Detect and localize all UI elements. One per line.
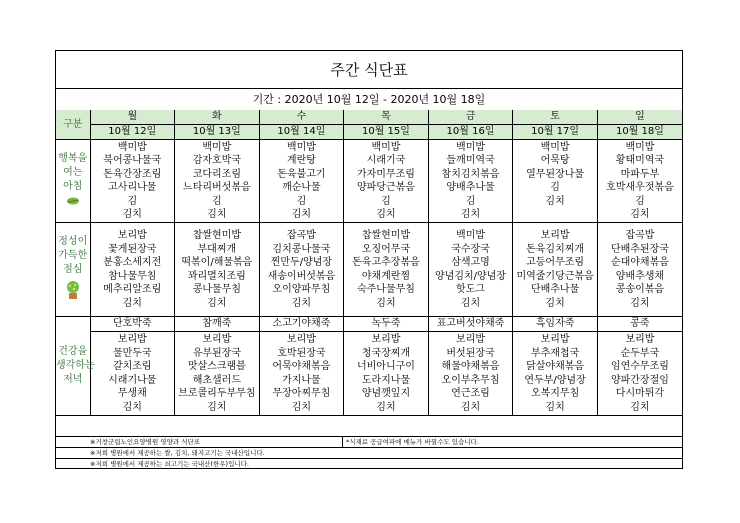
menu-item: 김치 xyxy=(291,297,312,309)
menu-item: 고사리나물 xyxy=(108,182,157,193)
date-header: 10월 12일 xyxy=(90,125,175,140)
menu-item: 백미밥 xyxy=(117,141,147,153)
menu-item: 해물야채볶음 xyxy=(441,361,500,372)
menu-item: 코다리조림 xyxy=(192,168,241,180)
menu-item: 김 xyxy=(635,195,645,207)
period-text: 기간 : 2020년 10월 12일 - 2020년 10월 18일 xyxy=(56,88,682,111)
potted-plant-icon xyxy=(65,280,81,300)
menu-item: 콩나물무침 xyxy=(192,284,241,295)
menu-item: 맛살스크램블 xyxy=(187,361,246,372)
meal-label-line: 생각하는 xyxy=(56,360,95,371)
menu-item: 들깨미역국 xyxy=(446,155,495,166)
menu-item: 김치 xyxy=(122,209,142,220)
date-header: 10월 15일 xyxy=(344,125,429,140)
menu-frame xyxy=(55,50,683,469)
menu-item: 보리밥 xyxy=(456,334,486,345)
note-text: *식재료 공급여파에 메뉴가 바뀔수도 있습니다. xyxy=(346,438,479,446)
menu-item: 콩송이볶음 xyxy=(615,284,665,295)
menu-item: 백미밥 xyxy=(371,141,401,153)
menu-item: 시래기나물 xyxy=(108,374,157,386)
meal-label-line: 가득한 xyxy=(58,249,88,261)
menu-item: 김치 xyxy=(630,297,650,309)
menu-item: 열무된장나물 xyxy=(526,168,585,180)
menu-item: 순두부국 xyxy=(620,347,660,359)
menu-item: 양배추나물 xyxy=(446,182,495,193)
menu-item: 김치 xyxy=(291,401,312,413)
meal-label-line: 저녁 xyxy=(63,374,83,385)
menu-item: 찹쌀현미밥 xyxy=(361,230,411,241)
menu-item: 가자미무조림 xyxy=(356,168,415,180)
menu-item: 깨순나물 xyxy=(282,182,321,193)
menu-item: 김치 xyxy=(460,401,481,413)
menu-item: 김 xyxy=(465,195,476,207)
porridge-cell: 콩죽 xyxy=(597,317,682,332)
menu-item: 도라지나물 xyxy=(361,374,411,386)
menu-item: 양념김치/양념장 xyxy=(435,270,507,282)
note-text: ※저희 병원에서 제공하는 쇠고기는 국내산(한우)입니다. xyxy=(90,460,249,468)
menu-item: 연두부/양념장 xyxy=(524,374,586,386)
date-header: 10월 14일 xyxy=(259,125,344,140)
menu-cell xyxy=(344,140,429,223)
menu-item: 김치 xyxy=(630,209,650,220)
menu-item: 오이부추무침 xyxy=(441,374,500,386)
menu-cell xyxy=(90,140,175,223)
menu-item: 양념깻잎지 xyxy=(361,388,411,399)
menu-item: 김치 xyxy=(376,209,396,220)
menu-item: 가지나물 xyxy=(282,374,321,386)
menu-item: 돈육고추장볶음 xyxy=(352,257,420,268)
date-header: 10월 17일 xyxy=(513,125,598,140)
meal-label-line: 아침 xyxy=(63,180,83,192)
menu-item: 잡곡밥 xyxy=(286,230,316,241)
menu-item: 김 xyxy=(212,195,222,207)
day-header: 수 xyxy=(259,110,344,125)
menu-item: 보리밥 xyxy=(117,334,147,345)
menu-item: 북어콩나물국 xyxy=(103,155,162,166)
menu-item: 김 xyxy=(381,195,391,207)
menu-item: 버섯된장국 xyxy=(446,347,495,359)
menu-item: 김치 xyxy=(122,297,142,309)
meal-label-line: 여는 xyxy=(63,166,83,178)
menu-item: 부추재첩국 xyxy=(530,347,580,359)
meal-label-line: 행복을 xyxy=(58,152,88,164)
menu-item: 분홍소세지전 xyxy=(103,257,162,268)
menu-item: 계란탕 xyxy=(286,155,316,166)
menu-cell xyxy=(428,332,513,416)
menu-item: 삼색고명 xyxy=(451,257,490,268)
menu-item: 임연수무조림 xyxy=(610,361,669,372)
menu-cell xyxy=(259,332,344,416)
menu-item: 참치김치볶음 xyxy=(441,168,500,180)
menu-item: 김치 xyxy=(545,297,565,309)
menu-item: 백미밥 xyxy=(456,230,486,241)
menu-item: 김 xyxy=(296,195,307,207)
menu-item: 백미밥 xyxy=(456,141,486,153)
menu-item: 김 xyxy=(550,182,560,193)
menu-item: 브로콜리두부무침 xyxy=(178,388,256,399)
menu-item: 오이양파무침 xyxy=(272,284,331,295)
menu-item: 돈육김치찌개 xyxy=(526,243,585,255)
menu-item: 감자호박국 xyxy=(192,155,241,166)
menu-item: 김치 xyxy=(545,195,565,207)
date-header: 10월 16일 xyxy=(428,125,513,140)
menu-cell xyxy=(259,223,344,317)
menu-item: 어묵야채볶음 xyxy=(272,361,331,372)
page-title: 주간 식단표 xyxy=(56,51,682,89)
menu-cell xyxy=(259,140,344,223)
menu-item: 핫도그 xyxy=(456,284,486,295)
menu-cell xyxy=(344,332,429,416)
menu-item: 연근조림 xyxy=(451,388,490,399)
porridge-cell: 표고버섯야채죽 xyxy=(428,317,513,332)
menu-item: 야채계란찜 xyxy=(361,270,411,282)
day-header: 일 xyxy=(597,110,682,125)
menu-item: 보리밥 xyxy=(540,230,570,241)
menu-item: 황태미역국 xyxy=(615,155,665,166)
menu-item: 호박새우젓볶음 xyxy=(606,182,674,193)
menu-item: 보리밥 xyxy=(540,334,570,345)
menu-item: 김치 xyxy=(207,209,227,220)
menu-item: 너비아니구이 xyxy=(356,361,415,372)
porridge-cell: 소고기야채죽 xyxy=(259,317,344,332)
menu-item: 단배추나물 xyxy=(530,284,580,295)
menu-item: 물만두국 xyxy=(112,347,152,359)
menu-item: 순대야채볶음 xyxy=(610,257,669,268)
day-header: 화 xyxy=(175,110,260,125)
meal-label-breakfast xyxy=(56,140,90,223)
porridge-cell: 녹두죽 xyxy=(344,317,429,332)
menu-item: 백미밥 xyxy=(202,141,232,153)
menu-item: 어묵탕 xyxy=(540,155,570,166)
menu-item: 꽈리멸치조림 xyxy=(187,270,246,282)
note-row xyxy=(56,448,682,459)
menu-item: 마파두부 xyxy=(620,168,660,180)
menu-cell xyxy=(90,332,175,416)
menu-item: 미역줄기당근볶음 xyxy=(516,270,594,282)
menu-item: 백미밥 xyxy=(286,141,316,153)
menu-item: 국수장국 xyxy=(451,243,490,255)
menu-item: 백미밥 xyxy=(625,141,655,153)
menu-cell xyxy=(597,140,682,223)
menu-item: 보리밥 xyxy=(202,334,232,345)
day-header: 목 xyxy=(344,110,429,125)
day-header: 토 xyxy=(513,110,598,125)
menu-item: 김치 xyxy=(122,401,142,413)
menu-item: 김치콩나물국 xyxy=(272,243,331,255)
menu-cell xyxy=(513,223,598,317)
menu-item: 찹쌀현미밥 xyxy=(192,230,241,241)
menu-item: 오징어무국 xyxy=(361,243,411,255)
meal-label-line: 건강을 xyxy=(58,346,88,357)
menu-item: 김치 xyxy=(630,401,650,413)
menu-cell xyxy=(90,223,175,317)
menu-item: 김치 xyxy=(207,297,227,309)
menu-item: 꽃게된장국 xyxy=(108,243,157,255)
menu-item: 보리밥 xyxy=(117,230,147,241)
menu-item: 돈육불고기 xyxy=(277,168,326,180)
porridge-cell: 참깨죽 xyxy=(175,317,260,332)
menu-item: 보리밥 xyxy=(371,334,401,345)
menu-item: 양파간장절임 xyxy=(610,374,669,386)
menu-cell xyxy=(513,140,598,223)
meal-label-dinner xyxy=(56,317,95,416)
menu-cell xyxy=(428,223,513,317)
menu-item: 백미밥 xyxy=(540,141,570,153)
gubun-header: 구분 xyxy=(56,110,90,140)
menu-item: 참나물무침 xyxy=(108,270,157,282)
menu-item: 부대찌개 xyxy=(197,243,237,255)
menu-item: 고등어무조림 xyxy=(526,257,585,268)
menu-item: 해초샐러드 xyxy=(192,374,241,386)
menu-item: 잡곡밥 xyxy=(625,230,655,241)
menu-item: 다시마튀각 xyxy=(615,388,665,399)
menu-item: 무장아찌무침 xyxy=(272,388,331,399)
meal-label-lunch xyxy=(56,223,90,317)
menu-item: 갈치조림 xyxy=(112,361,152,372)
menu-item: 청국장찌개 xyxy=(361,347,411,359)
menu-cell xyxy=(175,223,260,317)
menu-cell xyxy=(175,140,260,223)
menu-item: 양배추생채 xyxy=(615,270,665,282)
menu-item: 시래기국 xyxy=(366,155,406,166)
menu-cell xyxy=(428,140,513,223)
menu-item: 김치 xyxy=(207,401,227,413)
menu-cell xyxy=(597,332,682,416)
menu-item: 김치 xyxy=(460,209,481,220)
menu-item: 무생채 xyxy=(117,388,147,399)
menu-item: 숙주나물무침 xyxy=(356,284,415,295)
menu-item: 김치 xyxy=(291,209,312,220)
menu-item: 김치 xyxy=(545,401,565,413)
menu-item: 단배추된장국 xyxy=(610,243,669,255)
meal-label-line: 점심 xyxy=(63,263,83,275)
menu-item: 오복지무침 xyxy=(530,388,580,399)
meal-label-line: 정성이 xyxy=(58,235,88,247)
note-text: ※저희 병원에서 제공하는 쌀, 김치, 돼지고기는 국내산입니다. xyxy=(90,449,265,457)
menu-item: 닭살야채볶음 xyxy=(526,361,585,372)
note-row xyxy=(56,459,682,470)
note-row xyxy=(56,437,682,448)
date-header: 10월 18일 xyxy=(597,125,682,140)
porridge-cell: 흑임자죽 xyxy=(513,317,598,332)
leaf-icon xyxy=(66,196,80,206)
menu-item: 보리밥 xyxy=(625,334,655,345)
menu-item: 메추리알조림 xyxy=(103,284,162,295)
menu-item: 돈육간장조림 xyxy=(103,168,162,180)
menu-cell xyxy=(597,223,682,317)
menu-item: 김 xyxy=(127,195,138,207)
notes-section xyxy=(56,436,682,470)
menu-item: 찐만두/양념장 xyxy=(270,257,333,268)
menu-cell xyxy=(513,332,598,416)
menu-item: 호박된장국 xyxy=(277,347,326,359)
menu-item: 떡볶이/해물볶음 xyxy=(181,257,253,268)
menu-item: 김치 xyxy=(376,297,396,309)
weekly-menu-table xyxy=(56,110,682,416)
day-header: 월 xyxy=(90,110,175,125)
menu-cell xyxy=(344,223,429,317)
menu-item: 유부된장국 xyxy=(192,347,241,359)
menu-item: 느타리버섯볶음 xyxy=(183,182,251,193)
note-text: ※거창군립노인요양병원 영양과 식단표 xyxy=(90,438,201,446)
menu-item: 양파당근볶음 xyxy=(356,182,415,193)
date-header: 10월 13일 xyxy=(175,125,260,140)
menu-item: 보리밥 xyxy=(286,334,316,345)
menu-item: 김치 xyxy=(460,297,481,309)
menu-item: 김치 xyxy=(376,401,396,413)
porridge-cell: 단호박죽 xyxy=(90,317,175,332)
menu-item: 새송이버섯볶음 xyxy=(267,270,336,282)
menu-cell xyxy=(175,332,260,416)
day-header: 금 xyxy=(428,110,513,125)
